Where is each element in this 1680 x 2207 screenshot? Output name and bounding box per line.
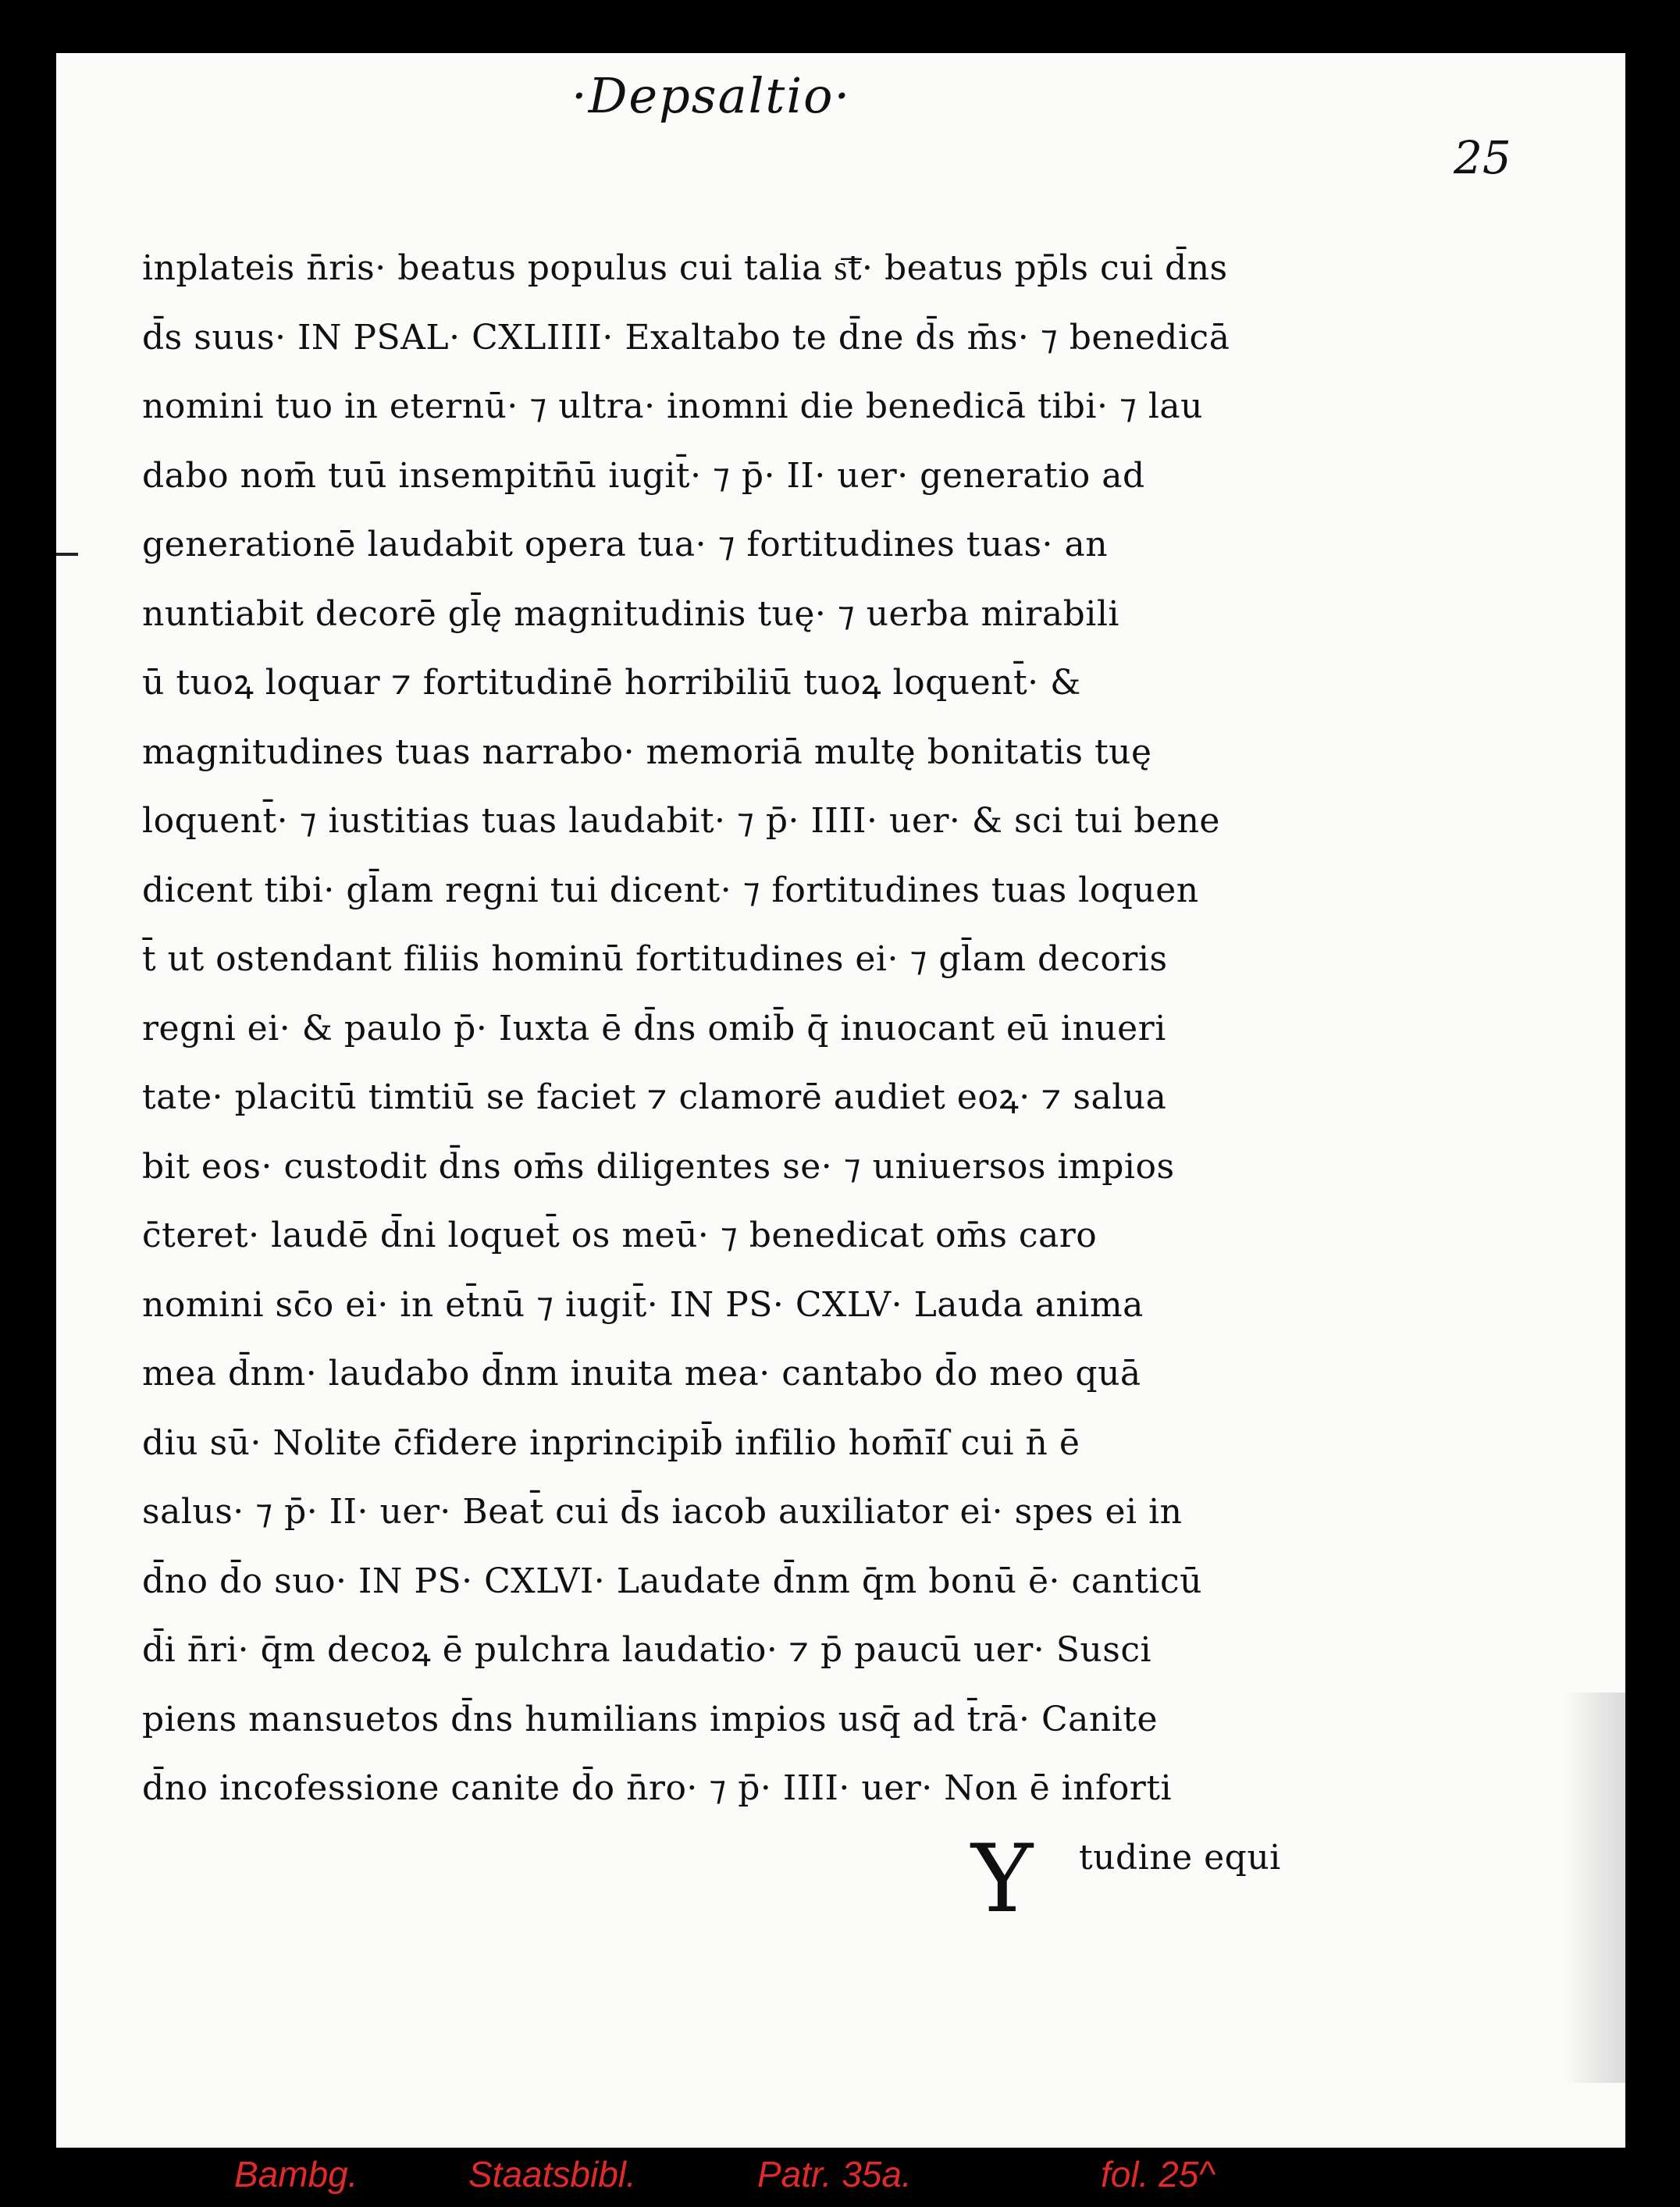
- margin-ruling-mark: [56, 553, 78, 556]
- text-line: ū tuoꝝ loquar ⁊ fortitudinē horribiliū tuoꝝ loquent̄· &: [142, 663, 1081, 703]
- text-line: dicent tibi· gl̄am regni tui dicent· ⁊ fortitudines tuas loquen: [142, 870, 1199, 910]
- caption-shelfmark: Patr. 35a.: [757, 2154, 912, 2195]
- text-line: mea d̄nm· laudabo d̄nm inuita mea· cantabo d̄o meo quā: [142, 1354, 1141, 1394]
- manuscript-text-block: [142, 234, 1516, 1892]
- text-line: d̄s suus· IN PSAL· CXLIIII· Exaltabo te d̄ne d̄s m̄s· ⁊ benedicā: [142, 317, 1230, 358]
- caption-library-city: Bambg.: [234, 2154, 358, 2195]
- text-line: generationē laudabit opera tua· ⁊ fortitudines tuas· an: [142, 525, 1109, 564]
- manuscript-leaf: [56, 53, 1625, 2148]
- text-line: d̄no d̄o suo· IN PS· CXLVI· Laudate d̄nm q̄m bonū ē· canticū: [142, 1561, 1202, 1601]
- text-line: c̄teret· laudē d̄ni loquet̄ os meū· ⁊ benedicat om̄s caro: [142, 1216, 1098, 1255]
- text-line: regni ei· & paulo p̄· Iuxta ē d̄ns omib̄ q̄ inuocant eū inueri: [142, 1008, 1166, 1048]
- text-line: tate· placitū timtiū se faciet ⁊ clamorē audiet eoꝝ· ⁊ salua: [142, 1077, 1167, 1117]
- text-line: nomini sc̄o ei· in et̄nū ⁊ iugit̄· IN PS· CXLV· Lauda anima: [142, 1284, 1144, 1325]
- text-line: piens mansuetos d̄ns humilians impios usq̄ ad t̄rā· Canite: [142, 1699, 1158, 1739]
- decorated-initial: Y: [971, 1825, 1034, 1934]
- text-line: nomini tuo in eternū· ⁊ ultra· inomni die benedicā tibi· ⁊ lau: [142, 386, 1203, 426]
- text-line: diu sū· Nolite c̄fidere inprincipib̄ infilio hom̄ı̄ſ cui n̄ ē: [142, 1422, 1080, 1463]
- text-line: magnitudines tuas narrabo· memoriā multę bonitatis tuę: [142, 732, 1152, 772]
- text-line: bit eos· custodit d̄ns om̄s diligentes se· ⁊ uniuersos impios: [142, 1146, 1175, 1187]
- text-line: inplateis n̄ris· beatus populus cui talia s͞t· beatus pp̄ls cui d̄ns: [142, 248, 1228, 288]
- caption-folio: fol. 25^: [1101, 2154, 1216, 2195]
- text-line: t̄ ut ostendant filiis hominū fortitudines ei· ⁊ gl̄am decoris: [142, 939, 1168, 979]
- caption-library-name: Staatsbibl.: [468, 2154, 636, 2195]
- running-head: ·Depsaltio·: [571, 67, 852, 124]
- text-line: dabo nom̄ tuū insempitn̄ū iugit̄· ⁊ p̄· II· uer· generatio ad: [142, 455, 1145, 496]
- folio-number: 25: [1454, 131, 1511, 184]
- text-line: d̄no incofessione canite d̄o n̄ro· ⁊ p̄· IIII· uer· Non ē inforti: [142, 1768, 1173, 1808]
- library-shelfmark-caption: [234, 2153, 1405, 2200]
- text-line: loquent̄· ⁊ iustitias tuas laudabit· ⁊ p̄· IIII· uer· & sci tui bene: [142, 801, 1220, 841]
- text-line: nuntiabit decorē gl̄ę magnitudinis tuę· ⁊ uerba mirabili: [142, 593, 1119, 634]
- text-line: d̄i n̄ri· q̄m decoꝝ ē pulchra laudatio· ⁊ p̄ paucū uer· Susci: [142, 1630, 1152, 1670]
- text-line: salus· ⁊ p̄· II· uer· Beat̄ cui d̄s iacob auxiliator ei· spes ei in: [142, 1492, 1183, 1532]
- page-edge-shadow: [1563, 1693, 1625, 2083]
- text-line-last: tudine equi: [1079, 1837, 1281, 1878]
